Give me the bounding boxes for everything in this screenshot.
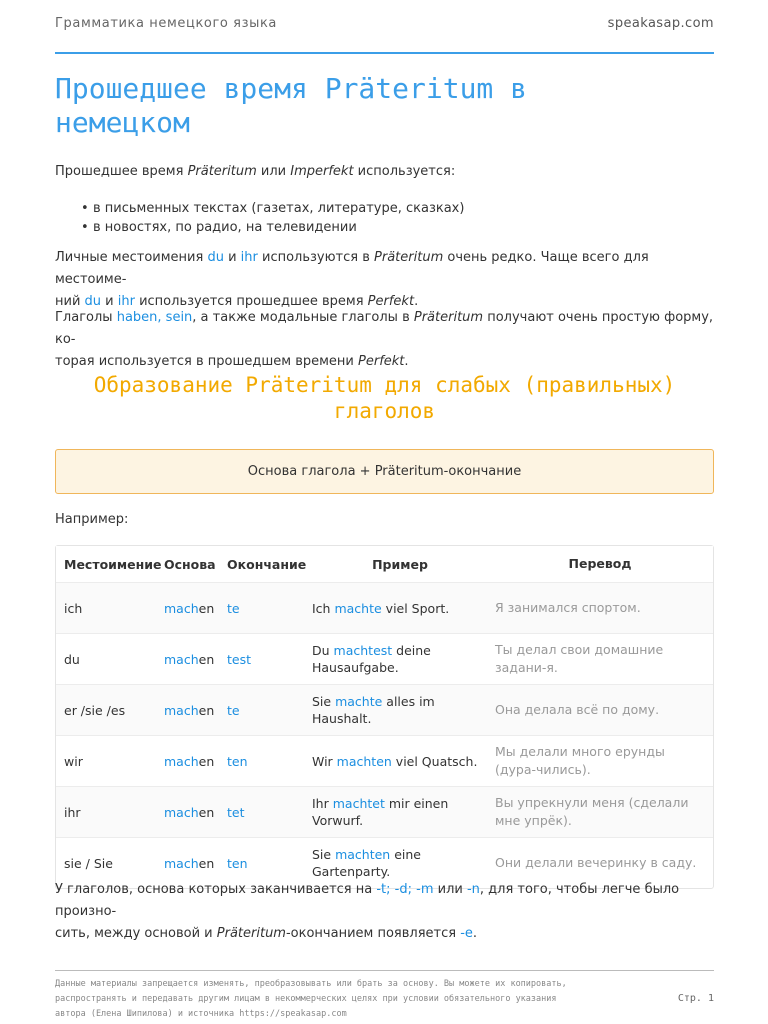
header-title: Грамматика немецкого языка <box>55 16 277 31</box>
copyright-notice: Данные материалы запрещается изменять, преобразовывать или брать за основу. Вы можете их копировать, распространять и передавать другим лицам в некоммерческих целях при условии обязательного указания автора (Елена Шипилова) и источника https://speakasap.com <box>55 979 567 1019</box>
sein-link[interactable]: sein <box>165 310 193 325</box>
list-item: • в новостях, по радио, на телевидении <box>55 218 464 237</box>
stem-link[interactable]: mach <box>164 702 199 718</box>
header-site-link[interactable]: speakasap.com <box>607 16 714 31</box>
stem-cell: mach en <box>164 651 215 667</box>
header-translation: Перевод <box>568 556 632 571</box>
pronoun-cell: wir <box>64 753 83 769</box>
page-number: Стр. 1 <box>677 993 714 1004</box>
table-row <box>56 634 713 685</box>
table-row <box>56 583 713 634</box>
ending-cell: te <box>227 702 240 718</box>
usage-list <box>55 199 464 237</box>
translation-cell: Они делали вечеринку в саду. <box>495 855 697 870</box>
intro-paragraph: Прошедшее время Präteritum или Imperfekt используется: <box>55 164 456 179</box>
verb-link[interactable]: machte <box>335 694 383 709</box>
page-title: Прошедшее время Präteritum в немецком <box>55 72 528 139</box>
pronoun-cell: er /sie /es <box>64 702 126 718</box>
example-cell: Ich machte viel Sport. <box>312 600 450 616</box>
verb-link[interactable]: machten <box>335 847 391 862</box>
translation-cell: Ты делал свои домашние задани-я. <box>495 642 664 675</box>
verb-link[interactable]: machte <box>334 600 382 616</box>
table-row <box>56 685 713 736</box>
page-header <box>55 16 714 54</box>
translation-cell: Вы упрекнули меня (сделали мне упрёк). <box>495 795 689 828</box>
consonant-rule-paragraph: У глаголов, основа которых заканчивается на -t; -d; -m или -n, для того, чтобы легче было произно- сить, между основой и Präteritum-окончанием появляется -e. <box>55 882 680 941</box>
ending-cell: test <box>227 651 252 667</box>
header-ending: Окончание <box>227 556 307 572</box>
stem-link[interactable]: mach <box>164 753 199 769</box>
example-cell: Sie machte alles im Haushalt. <box>312 694 435 726</box>
table-row <box>56 736 713 787</box>
list-item: • в письменных текстах (газетах, литературе, сказках) <box>55 199 464 218</box>
example-cell: Sie machten eine Gartenparty. <box>312 847 421 879</box>
stem-link[interactable]: mach <box>164 804 199 820</box>
pronoun-cell: ich <box>64 600 83 616</box>
verb-link[interactable]: machten <box>336 753 392 769</box>
translation-cell: Мы делали много ерунды (дура-чились). <box>495 744 665 777</box>
example-cell: Du machtest deine Hausaufgabe. <box>312 643 431 675</box>
pronoun-cell: sie / Sie <box>64 855 113 871</box>
stem-link[interactable]: mach <box>164 651 199 667</box>
header-pronoun: Местоимение <box>64 556 162 572</box>
du-link[interactable]: du <box>207 250 224 265</box>
example-label: Например: <box>55 512 129 527</box>
stem-link[interactable]: mach <box>164 855 199 871</box>
conjugation-table <box>55 545 714 889</box>
verb-link[interactable]: machtet <box>332 796 385 811</box>
pronoun-cell: ihr <box>64 804 81 820</box>
stem-cell: mach en <box>164 804 215 820</box>
example-cell: Wir machten viel Quatsch. <box>312 753 478 769</box>
ending-cell: te <box>227 600 240 616</box>
table-header-row <box>56 546 713 583</box>
ending-cell: tet <box>227 804 245 820</box>
haben-sein-paragraph: Глаголы haben, sein, а также модальные глаголы в Präteritum получают очень простую форму, ко- торая используется в прошедшем времени Perfekt. <box>55 310 714 369</box>
haben-link[interactable]: haben <box>116 310 158 325</box>
pronoun-cell: du <box>64 651 80 667</box>
header-stem: Основа <box>164 556 216 572</box>
ihr-link[interactable]: ihr <box>117 294 135 309</box>
translation-cell: Я занимался спортом. <box>495 600 641 615</box>
stem-cell: mach en <box>164 855 215 871</box>
stem-link[interactable]: mach <box>164 600 199 616</box>
page-footer <box>55 970 714 1019</box>
example-cell: Ihr machtet mir einen Vorwurf. <box>312 796 449 828</box>
stem-cell: mach en <box>164 600 215 616</box>
pronouns-paragraph: Личные местоимения du и ihr используются в Präteritum очень редко. Чаще всего для местоиме- ний du и ihr используется прошедшее время Perfekt. <box>55 250 649 309</box>
translation-cell: Она делала всё по дому. <box>495 702 660 717</box>
section-title: Образование Präteritum для слабых (правильных) глаголов <box>93 373 676 423</box>
stem-cell: mach en <box>164 753 215 769</box>
formula-box: Основа глагола + Präteritum-окончание <box>55 449 714 494</box>
ihr-link[interactable]: ihr <box>240 250 258 265</box>
table-row <box>56 787 713 838</box>
ending-cell: ten <box>227 855 248 871</box>
stem-cell: mach en <box>164 702 215 718</box>
ending-cell: ten <box>227 753 248 769</box>
verb-link[interactable]: machtest <box>333 643 393 658</box>
header-example: Пример <box>372 556 428 572</box>
du-link[interactable]: du <box>84 294 102 309</box>
